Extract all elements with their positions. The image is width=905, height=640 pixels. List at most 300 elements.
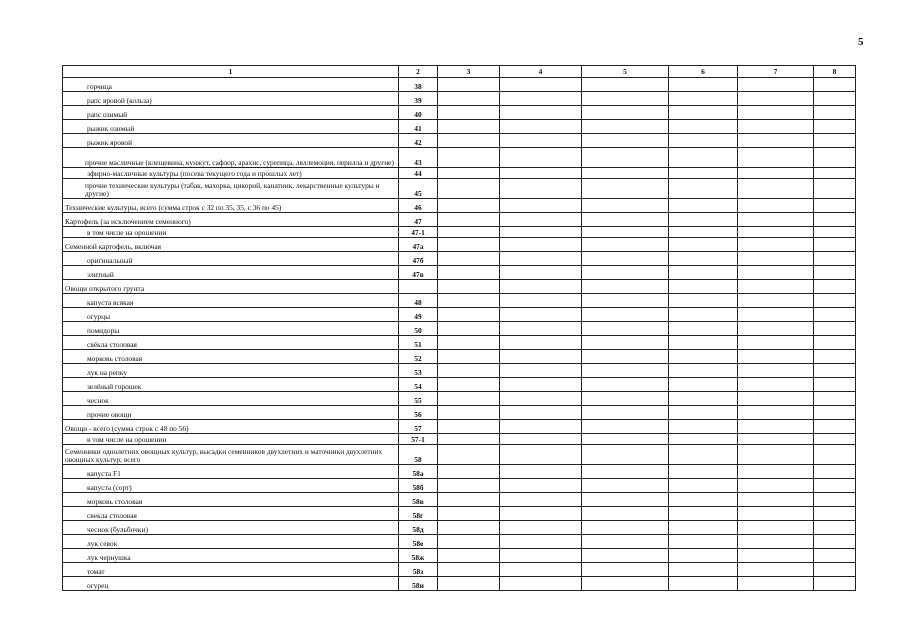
value-cell[interactable] (438, 266, 500, 280)
value-cell[interactable] (814, 252, 856, 266)
value-cell[interactable] (814, 392, 856, 406)
table-row (63, 294, 856, 308)
value-cell[interactable] (438, 308, 500, 322)
row-code: 47б (399, 252, 438, 266)
value-cell[interactable] (738, 336, 814, 350)
row-name: рапс озимый (63, 106, 399, 120)
value-cell[interactable] (669, 252, 738, 266)
row-name: рыжик озимый (63, 120, 399, 134)
value-cell[interactable] (738, 322, 814, 336)
row-name: Технические культуры, всего (сумма строк с 32 по 35, 35, с 36 по 45) (63, 199, 399, 213)
value-cell[interactable] (582, 563, 669, 577)
value-cell[interactable] (738, 479, 814, 493)
value-cell[interactable] (500, 493, 582, 507)
value-cell[interactable] (438, 179, 500, 199)
value-cell[interactable] (582, 521, 669, 535)
value-cell[interactable] (582, 106, 669, 120)
column-header: 2 (399, 66, 438, 78)
column-header: 8 (814, 66, 856, 78)
value-cell[interactable] (582, 280, 669, 294)
value-cell[interactable] (814, 406, 856, 420)
value-cell[interactable] (669, 294, 738, 308)
row-code: 45 (399, 179, 438, 199)
value-cell[interactable] (500, 168, 582, 179)
value-cell[interactable] (738, 92, 814, 106)
value-cell[interactable] (438, 406, 500, 420)
table-row (63, 445, 856, 465)
value-cell[interactable] (500, 266, 582, 280)
value-cell[interactable] (814, 479, 856, 493)
value-cell[interactable] (669, 549, 738, 563)
value-cell[interactable] (814, 238, 856, 252)
value-cell[interactable] (669, 479, 738, 493)
value-cell[interactable] (500, 322, 582, 336)
row-name: прочие овощи (63, 406, 399, 420)
value-cell[interactable] (438, 322, 500, 336)
value-cell[interactable] (500, 120, 582, 134)
row-code: 58а (399, 465, 438, 479)
value-cell[interactable] (438, 350, 500, 364)
table-row (63, 322, 856, 336)
table-row (63, 120, 856, 134)
value-cell[interactable] (738, 134, 814, 148)
value-cell[interactable] (669, 364, 738, 378)
value-cell[interactable] (500, 213, 582, 227)
value-cell[interactable] (438, 168, 500, 179)
value-cell[interactable] (669, 322, 738, 336)
value-cell[interactable] (814, 280, 856, 294)
value-cell[interactable] (500, 294, 582, 308)
value-cell[interactable] (500, 308, 582, 322)
row-code: 55 (399, 392, 438, 406)
table-row (63, 434, 856, 445)
value-cell[interactable] (814, 336, 856, 350)
value-cell[interactable] (738, 308, 814, 322)
value-cell[interactable] (500, 577, 582, 591)
value-cell[interactable] (438, 392, 500, 406)
value-cell[interactable] (669, 378, 738, 392)
value-cell[interactable] (814, 322, 856, 336)
value-cell[interactable] (669, 213, 738, 227)
value-cell[interactable] (669, 535, 738, 549)
value-cell[interactable] (500, 227, 582, 238)
table-row (63, 92, 856, 106)
value-cell[interactable] (500, 199, 582, 213)
row-code: 58б (399, 479, 438, 493)
value-cell[interactable] (582, 364, 669, 378)
column-header: 4 (500, 66, 582, 78)
value-cell[interactable] (500, 179, 582, 199)
value-cell[interactable] (738, 549, 814, 563)
value-cell[interactable] (438, 199, 500, 213)
value-cell[interactable] (500, 392, 582, 406)
value-cell[interactable] (582, 134, 669, 148)
value-cell[interactable] (438, 364, 500, 378)
value-cell[interactable] (438, 106, 500, 120)
table-row (63, 521, 856, 535)
row-code: 44 (399, 168, 438, 179)
row-code: 39 (399, 92, 438, 106)
value-cell[interactable] (669, 266, 738, 280)
value-cell[interactable] (438, 563, 500, 577)
table-row (63, 227, 856, 238)
value-cell[interactable] (814, 563, 856, 577)
crop-area-table (62, 65, 856, 591)
value-cell[interactable] (814, 420, 856, 434)
column-header: 7 (738, 66, 814, 78)
value-cell[interactable] (814, 549, 856, 563)
value-cell[interactable] (500, 434, 582, 445)
value-cell[interactable] (814, 350, 856, 364)
value-cell[interactable] (738, 406, 814, 420)
value-cell[interactable] (738, 280, 814, 294)
value-cell[interactable] (438, 252, 500, 266)
value-cell[interactable] (814, 308, 856, 322)
row-name: морковь столовая (63, 350, 399, 364)
row-code: 40 (399, 106, 438, 120)
value-cell[interactable] (582, 549, 669, 563)
value-cell[interactable] (500, 420, 582, 434)
value-cell[interactable] (500, 148, 582, 168)
value-cell[interactable] (738, 294, 814, 308)
value-cell[interactable] (669, 350, 738, 364)
row-name: элитный (63, 266, 399, 280)
value-cell[interactable] (814, 535, 856, 549)
value-cell[interactable] (438, 420, 500, 434)
row-code: 46 (399, 199, 438, 213)
value-cell[interactable] (669, 507, 738, 521)
value-cell[interactable] (738, 420, 814, 434)
value-cell[interactable] (669, 392, 738, 406)
value-cell[interactable] (814, 465, 856, 479)
value-cell[interactable] (500, 563, 582, 577)
value-cell[interactable] (669, 493, 738, 507)
value-cell[interactable] (814, 507, 856, 521)
value-cell[interactable] (669, 406, 738, 420)
value-cell[interactable] (500, 465, 582, 479)
row-code: 53 (399, 364, 438, 378)
value-cell[interactable] (438, 120, 500, 134)
value-cell[interactable] (738, 521, 814, 535)
value-cell[interactable] (738, 106, 814, 120)
table-row (63, 336, 856, 350)
value-cell[interactable] (582, 120, 669, 134)
value-cell[interactable] (500, 378, 582, 392)
table-row (63, 392, 856, 406)
value-cell[interactable] (814, 577, 856, 591)
row-code: 56 (399, 406, 438, 420)
value-cell[interactable] (582, 308, 669, 322)
table-row (63, 213, 856, 227)
row-code: 58в (399, 493, 438, 507)
row-name: прочие масличные (клещевина, кунжут, сафлор, арахис, сурепица, ляллемоция, перилла и другие) (63, 148, 399, 168)
value-cell[interactable] (582, 238, 669, 252)
value-cell[interactable] (500, 507, 582, 521)
value-cell[interactable] (814, 227, 856, 238)
value-cell[interactable] (500, 479, 582, 493)
row-name: эфирно-масличные культуры (посева текущего года и прошлых лет) (63, 168, 399, 179)
row-code: 48 (399, 294, 438, 308)
row-name: Овощи - всего (сумма строк с 48 по 56) (63, 420, 399, 434)
row-code: 47 (399, 213, 438, 227)
value-cell[interactable] (582, 148, 669, 168)
value-cell[interactable] (669, 280, 738, 294)
value-cell[interactable] (669, 465, 738, 479)
value-cell[interactable] (582, 213, 669, 227)
value-cell[interactable] (500, 238, 582, 252)
value-cell[interactable] (500, 350, 582, 364)
row-code: 58 (399, 445, 438, 465)
value-cell[interactable] (669, 168, 738, 179)
value-cell[interactable] (669, 577, 738, 591)
row-name: зелёный горошек (63, 378, 399, 392)
value-cell[interactable] (582, 406, 669, 420)
table-row (63, 406, 856, 420)
row-name: чеснок (63, 392, 399, 406)
table-row (63, 563, 856, 577)
value-cell[interactable] (582, 378, 669, 392)
value-cell[interactable] (814, 92, 856, 106)
value-cell[interactable] (438, 238, 500, 252)
value-cell[interactable] (669, 336, 738, 350)
row-name: горчица (63, 78, 399, 92)
value-cell[interactable] (738, 266, 814, 280)
column-header: 3 (438, 66, 500, 78)
value-cell[interactable] (814, 213, 856, 227)
value-cell[interactable] (438, 521, 500, 535)
value-cell[interactable] (669, 445, 738, 465)
value-cell[interactable] (582, 577, 669, 591)
value-cell[interactable] (738, 577, 814, 591)
row-name: оригинальный (63, 252, 399, 266)
row-name: свекла столовая (63, 507, 399, 521)
value-cell[interactable] (438, 479, 500, 493)
row-name: Семенной картофель, включая (63, 238, 399, 252)
value-cell[interactable] (738, 535, 814, 549)
row-code (399, 280, 438, 294)
value-cell[interactable] (500, 364, 582, 378)
value-cell[interactable] (669, 521, 738, 535)
row-name: помидоры (63, 322, 399, 336)
value-cell[interactable] (438, 549, 500, 563)
value-cell[interactable] (814, 434, 856, 445)
value-cell[interactable] (500, 106, 582, 120)
row-code: 58и (399, 577, 438, 591)
value-cell[interactable] (814, 266, 856, 280)
value-cell[interactable] (738, 364, 814, 378)
row-code: 38 (399, 78, 438, 92)
value-cell[interactable] (669, 148, 738, 168)
table-row (63, 364, 856, 378)
value-cell[interactable] (814, 199, 856, 213)
column-header: 6 (669, 66, 738, 78)
value-cell[interactable] (438, 336, 500, 350)
value-cell[interactable] (438, 535, 500, 549)
row-name: томат (63, 563, 399, 577)
value-cell[interactable] (814, 134, 856, 148)
value-cell[interactable] (669, 179, 738, 199)
value-cell[interactable] (669, 563, 738, 577)
value-cell[interactable] (438, 213, 500, 227)
value-cell[interactable] (500, 336, 582, 350)
value-cell[interactable] (582, 294, 669, 308)
value-cell[interactable] (438, 507, 500, 521)
value-cell[interactable] (438, 227, 500, 238)
value-cell[interactable] (582, 78, 669, 92)
value-cell[interactable] (738, 227, 814, 238)
row-name: морковь столовая (63, 493, 399, 507)
value-cell[interactable] (438, 493, 500, 507)
row-name: лук на репку (63, 364, 399, 378)
value-cell[interactable] (738, 179, 814, 199)
value-cell[interactable] (669, 92, 738, 106)
value-cell[interactable] (814, 179, 856, 199)
value-cell[interactable] (738, 238, 814, 252)
value-cell[interactable] (500, 280, 582, 294)
value-cell[interactable] (582, 479, 669, 493)
row-name: огурцы (63, 308, 399, 322)
value-cell[interactable] (500, 252, 582, 266)
table-row (63, 134, 856, 148)
value-cell[interactable] (814, 378, 856, 392)
row-name: капуста F1 (63, 465, 399, 479)
row-name: рапс яровой (кольза) (63, 92, 399, 106)
row-name: лук севок (63, 535, 399, 549)
value-cell[interactable] (814, 120, 856, 134)
value-cell[interactable] (738, 434, 814, 445)
value-cell[interactable] (582, 350, 669, 364)
value-cell[interactable] (738, 168, 814, 179)
value-cell[interactable] (814, 445, 856, 465)
value-cell[interactable] (582, 507, 669, 521)
value-cell[interactable] (582, 266, 669, 280)
value-cell[interactable] (738, 252, 814, 266)
value-cell[interactable] (582, 392, 669, 406)
value-cell[interactable] (669, 120, 738, 134)
table-row (63, 549, 856, 563)
value-cell[interactable] (438, 465, 500, 479)
value-cell[interactable] (500, 406, 582, 420)
value-cell[interactable] (669, 308, 738, 322)
value-cell[interactable] (669, 78, 738, 92)
table-row (63, 78, 856, 92)
value-cell[interactable] (438, 78, 500, 92)
value-cell[interactable] (582, 179, 669, 199)
row-name: огурец (63, 577, 399, 591)
value-cell[interactable] (669, 434, 738, 445)
value-cell[interactable] (500, 445, 582, 465)
value-cell[interactable] (582, 535, 669, 549)
table-row (63, 280, 856, 294)
value-cell[interactable] (738, 213, 814, 227)
row-code: 47в (399, 266, 438, 280)
value-cell[interactable] (814, 294, 856, 308)
row-code: 49 (399, 308, 438, 322)
value-cell[interactable] (738, 199, 814, 213)
value-cell[interactable] (582, 445, 669, 465)
table-row (63, 378, 856, 392)
value-cell[interactable] (814, 493, 856, 507)
value-cell[interactable] (582, 434, 669, 445)
value-cell[interactable] (582, 322, 669, 336)
value-cell[interactable] (438, 148, 500, 168)
table-row (63, 238, 856, 252)
value-cell[interactable] (582, 493, 669, 507)
value-cell[interactable] (738, 493, 814, 507)
row-code: 58е (399, 535, 438, 549)
value-cell[interactable] (814, 106, 856, 120)
table-row (63, 493, 856, 507)
value-cell[interactable] (738, 392, 814, 406)
value-cell[interactable] (500, 78, 582, 92)
value-cell[interactable] (669, 199, 738, 213)
value-cell[interactable] (500, 92, 582, 106)
value-cell[interactable] (582, 420, 669, 434)
table-row (63, 308, 856, 322)
row-code: 41 (399, 120, 438, 134)
value-cell[interactable] (738, 78, 814, 92)
value-cell[interactable] (582, 168, 669, 179)
value-cell[interactable] (814, 168, 856, 179)
value-cell[interactable] (500, 549, 582, 563)
value-cell[interactable] (738, 507, 814, 521)
row-code: 57-1 (399, 434, 438, 445)
table-row (63, 479, 856, 493)
value-cell[interactable] (582, 336, 669, 350)
row-name: капуста всякая (63, 294, 399, 308)
row-code: 58г (399, 507, 438, 521)
value-cell[interactable] (814, 521, 856, 535)
value-cell[interactable] (438, 434, 500, 445)
value-cell[interactable] (438, 378, 500, 392)
table-row (63, 148, 856, 168)
value-cell[interactable] (738, 563, 814, 577)
value-cell[interactable] (500, 134, 582, 148)
value-cell[interactable] (582, 199, 669, 213)
value-cell[interactable] (814, 78, 856, 92)
row-code: 52 (399, 350, 438, 364)
value-cell[interactable] (814, 148, 856, 168)
value-cell[interactable] (438, 577, 500, 591)
value-cell[interactable] (738, 120, 814, 134)
value-cell[interactable] (738, 445, 814, 465)
value-cell[interactable] (438, 280, 500, 294)
value-cell[interactable] (438, 445, 500, 465)
value-cell[interactable] (738, 378, 814, 392)
value-cell[interactable] (500, 535, 582, 549)
value-cell[interactable] (438, 294, 500, 308)
value-cell[interactable] (669, 134, 738, 148)
value-cell[interactable] (738, 465, 814, 479)
value-cell[interactable] (669, 420, 738, 434)
value-cell[interactable] (500, 521, 582, 535)
value-cell[interactable] (669, 227, 738, 238)
value-cell[interactable] (814, 364, 856, 378)
value-cell[interactable] (438, 134, 500, 148)
value-cell[interactable] (582, 92, 669, 106)
value-cell[interactable] (669, 106, 738, 120)
value-cell[interactable] (669, 238, 738, 252)
value-cell[interactable] (438, 92, 500, 106)
table-row (63, 350, 856, 364)
value-cell[interactable] (582, 227, 669, 238)
value-cell[interactable] (738, 148, 814, 168)
table-row (63, 577, 856, 591)
row-name: свёкла столовая (63, 336, 399, 350)
value-cell[interactable] (738, 350, 814, 364)
value-cell[interactable] (582, 252, 669, 266)
value-cell[interactable] (582, 465, 669, 479)
